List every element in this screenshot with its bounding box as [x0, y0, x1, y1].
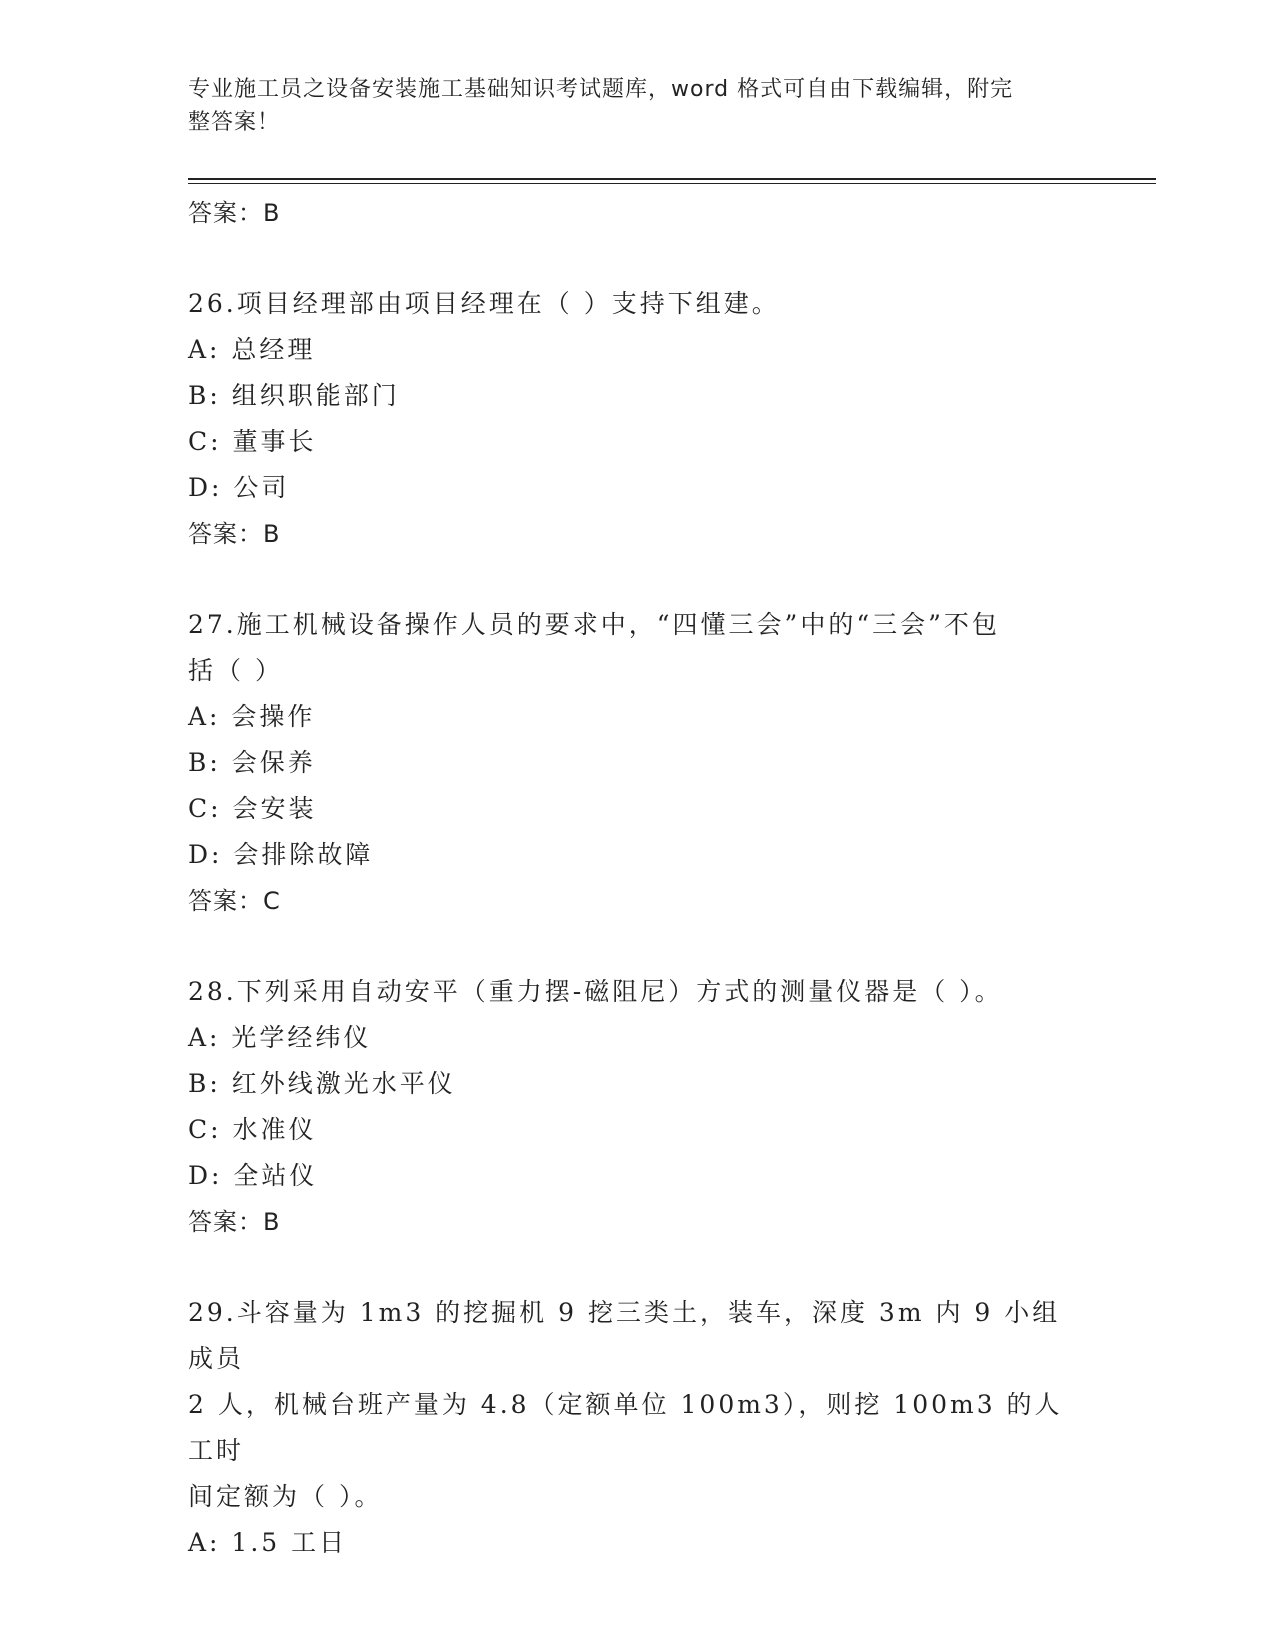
option-b: B: 组织职能部门	[188, 381, 400, 410]
question-text-continued: 间定额为（ ）。	[188, 1482, 383, 1511]
answer-text: 答案：B	[188, 520, 281, 548]
option-c: C: 水准仪	[188, 1115, 317, 1144]
question-text: 29.斗容量为 1m3 的挖掘机 9 挖三类土，装车，深度 3m 内 9 小组成员	[188, 1298, 1061, 1373]
option-c: C: 董事长	[188, 427, 317, 456]
option-d: D: 会排除故障	[188, 840, 374, 869]
question-text: 26.项目经理部由项目经理在（ ）支持下组建。	[188, 289, 780, 318]
answer-text: 答案：C	[188, 887, 281, 915]
question-block-27	[188, 602, 1088, 924]
answer-text: 答案：B	[188, 1208, 281, 1236]
option-a: A: 光学经纬仪	[188, 1023, 372, 1052]
header-divider	[188, 178, 1156, 180]
question-text: 27.施工机械设备操作人员的要求中，“四懂三会”中的“三会”不包	[188, 610, 1000, 639]
question-text-continued: 括（ ）	[188, 656, 283, 685]
option-c: C: 会安装	[188, 794, 317, 823]
option-b: B: 会保养	[188, 748, 316, 777]
option-a: A: 会操作	[188, 702, 316, 731]
question-block-26	[188, 281, 1088, 557]
header-line-2: 整答案！	[188, 110, 281, 135]
question-block-29	[188, 1290, 1088, 1566]
option-d: D: 公司	[188, 473, 290, 502]
header-line-1: 专业施工员之设备安装施工基础知识考试题库，word 格式可自由下载编辑，附完	[188, 77, 1014, 102]
header-divider-thin	[188, 183, 1156, 184]
document-header	[188, 73, 1068, 139]
option-a: A: 1.5 工日	[188, 1528, 348, 1557]
option-a: A: 总经理	[188, 335, 316, 364]
question-text-continued: 2 人，机械台班产量为 4.8（定额单位 100m3），则挖 100m3 的人工时	[188, 1390, 1063, 1465]
document-body	[188, 190, 1088, 1566]
question-block-28	[188, 969, 1088, 1245]
question-text: 28.下列采用自动安平（重力摆-磁阻尼）方式的测量仪器是（ ）。	[188, 977, 1003, 1006]
option-b: B: 红外线激光水平仪	[188, 1069, 456, 1098]
answer-text: 答案：B	[188, 199, 281, 227]
option-d: D: 全站仪	[188, 1161, 318, 1190]
